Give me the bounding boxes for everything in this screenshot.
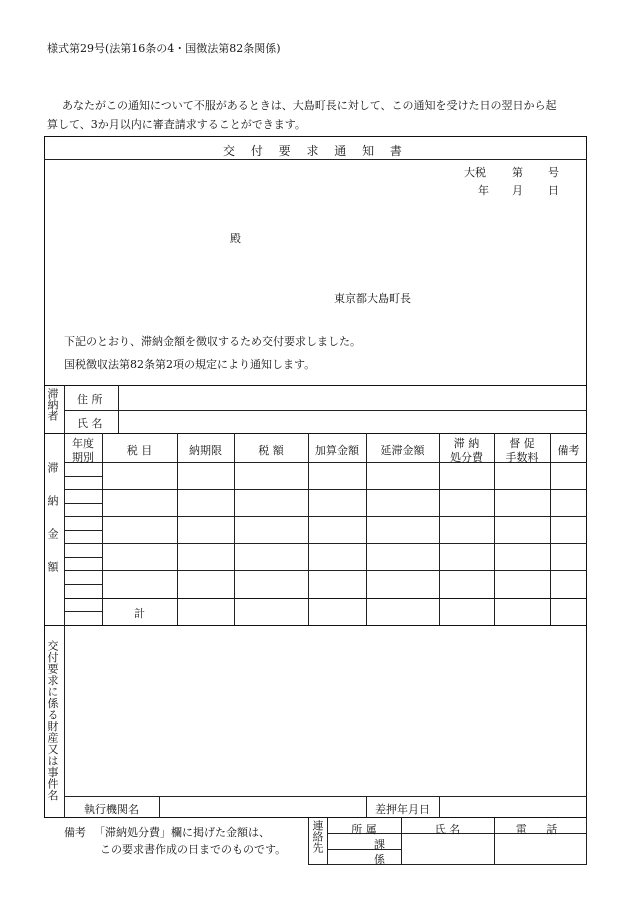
col-disposal-1: 滞 納	[453, 437, 480, 450]
contact-name: 氏 名	[434, 823, 461, 836]
address-label: 住 所	[77, 393, 103, 406]
contact-label: 連絡先	[311, 820, 324, 853]
doc-dai: 第	[512, 166, 523, 179]
col-tax-amount: 税 額	[258, 444, 284, 457]
issuer: 東京都大島町長	[334, 292, 411, 305]
col-fee-2: 手数料	[505, 451, 539, 464]
col-year-1: 年度	[72, 437, 94, 450]
date-day: 日	[548, 184, 559, 197]
col-delinquency: 延滞金額	[380, 444, 425, 457]
total-label: 計	[134, 607, 145, 620]
exec-agency-label: 執行機関名	[84, 803, 139, 816]
contact-kakari: 係	[374, 853, 385, 866]
notice-line-1: あなたがこの通知について不服があるときは、大島町長に対して、この通知を受けた日の翌日から起	[62, 99, 557, 112]
name-label: 氏 名	[77, 417, 103, 430]
delinquent-label: 滞納者	[46, 388, 59, 421]
contact-ka: 課	[374, 838, 385, 851]
col-fee-1: 督 促	[509, 437, 535, 450]
addressee-suffix: 殿	[230, 232, 241, 245]
col-due: 納期限	[189, 444, 222, 457]
form-number: 様式第29号(法第16条の4・国徴法第82条関係)	[47, 42, 281, 55]
contact-phone: 電 話	[515, 823, 566, 836]
date-month: 月	[512, 184, 523, 197]
col-remarks: 備考	[557, 444, 580, 457]
seizure-date-label: 差押年月日	[375, 803, 430, 816]
note-label: 備考	[64, 826, 86, 839]
doc-go: 号	[548, 166, 559, 179]
amount-side-label: 滞納金額	[46, 462, 59, 594]
date-year: 年	[478, 184, 489, 197]
note-line-2: この要求書作成の日までのものです。	[100, 843, 287, 856]
body-line-1: 下記のとおり、滞納金額を徴収するため交付要求しました。	[64, 335, 361, 348]
col-disposal-2: 処分費	[450, 451, 483, 464]
form-title: 交 付 要 求 通 知 書	[223, 144, 408, 158]
property-label: 交付要求に係る財産又は事件名	[46, 640, 59, 801]
col-additional: 加算金額	[315, 444, 359, 457]
doc-prefix: 大税	[464, 166, 486, 179]
body-line-2: 国税徴収法第82条第2項の規定により通知します。	[64, 358, 316, 371]
form-frame	[44, 136, 587, 818]
note-line-1: 「滞納処分費」欄に掲げた金額は、	[94, 826, 270, 839]
contact-affiliation: 所 属	[351, 823, 377, 836]
col-year-2: 期別	[72, 451, 94, 464]
col-tax-item: 税 目	[126, 444, 153, 457]
notice-line-2: 算して、3か月以内に審査請求することができます。	[47, 118, 306, 131]
